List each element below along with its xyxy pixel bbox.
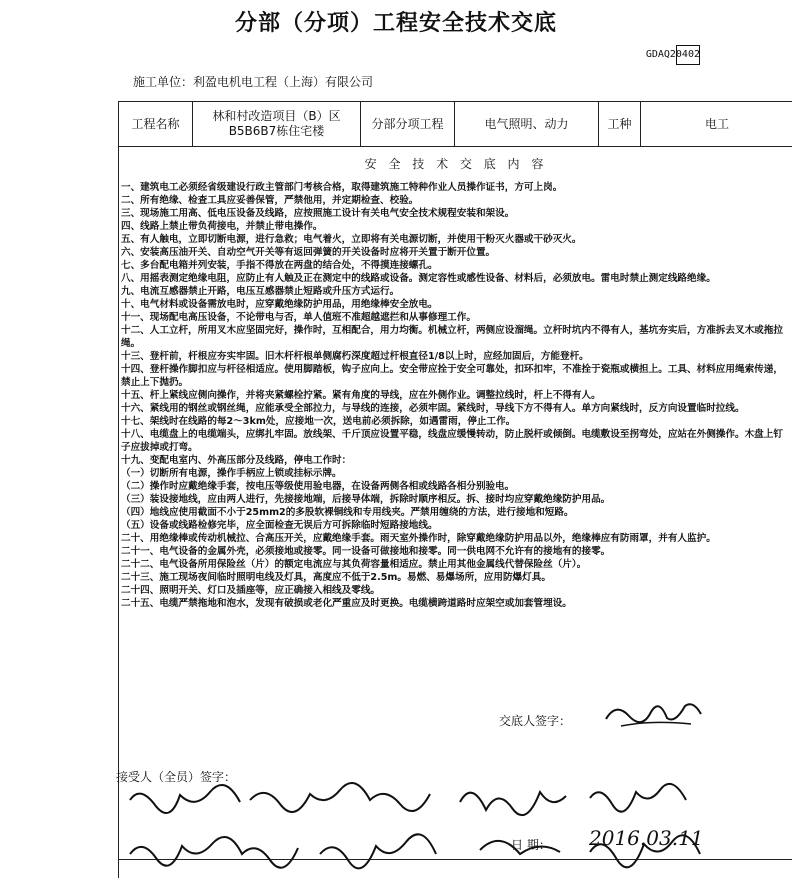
accept-label: 接受人（全员）签字：: [116, 770, 237, 784]
safety-items: [121, 181, 789, 610]
trade-label: 工种: [599, 102, 641, 146]
safety-item: 八、用摇表测定绝缘电阻，应防止有人触及正在测定中的线路或设备。测定容性或感性设备、材料后，必须放电。雷电时禁止测定线路绝缘。: [121, 273, 716, 284]
safety-item: 十四、登杆操作脚扣应与杆径相适应。使用脚踏板，钩子应向上。安全带应拴于安全可靠处，扣环扣牢，不准拴于瓷瓶或横担上。工具、材料应用绳索传递，禁止上下抛扔。: [121, 364, 783, 388]
safety-item: 十、电气材料或设备需放电时，应穿戴绝缘防护用品，用绝缘棒安全放电。: [121, 299, 438, 310]
safety-item: （五）设备或线路检修完毕，应全面检查无误后方可拆除临时短路接地线。: [121, 520, 438, 531]
date-label: 日 期：: [511, 838, 551, 852]
safety-item: 十六、紧线用的钢丝或钢丝绳，应能承受全部拉力，与导线的连接，必须牢固。紧线时，导线下方不得有人。单方向紧线时，反方向设置临时拉线。: [121, 403, 745, 414]
header-row: [119, 102, 792, 147]
safety-item: 四、线路上禁止带负荷接电，并禁止带电操作。: [121, 221, 323, 232]
safety-item: 十九、变配电室内、外高压部分及线路，停电工作时：: [121, 455, 352, 466]
safety-item: 五、有人触电，立即切断电源，进行急救；电气着火，立即将有关电源切断，并使用干粉灭火器或干砂灭火。: [121, 234, 582, 245]
section-title: 安 全 技 术 交 底 内 容: [364, 157, 548, 171]
subproject-label: 分部分项工程: [361, 102, 455, 146]
construction-unit: 施工单位：利盈电机电工程（上海）有限公司: [133, 75, 374, 89]
project-name-label: 工程名称: [119, 102, 193, 146]
safety-item: 九、电流互感器禁止开路，电压互感器禁止短路或升压方式运行。: [121, 286, 400, 297]
safety-item: 十三、登杆前，杆根应夯实牢固。旧木杆杆根单侧腐朽深度超过杆根直径1/8以上时，应经加固后，方能登杆。: [121, 351, 589, 362]
safety-item: 十一、现场配电高压设备，不论带电与否，单人值班不准超越遮拦和从事修理工作。: [121, 312, 476, 323]
safety-item: 二十五、电缆严禁拖地和泡水，发现有破损或老化严重应及时更换。电缆横跨道路时应架空或加套管埋设。: [121, 598, 572, 609]
safety-item: 一、建筑电工必须经省级建设行政主管部门考核合格，取得建筑施工特种作业人员操作证书，方可上岗。: [121, 182, 563, 193]
safety-item: 六、安装高压油开关、自动空气开关等有返回弹簧的开关设备时应将开关置于断开位置。: [121, 247, 496, 258]
code-checkbox: [676, 45, 700, 65]
safety-item: 三、现场施工用高、低电压设备及线路，应按照施工设计有关电气安全技术规程安装和架设。: [121, 208, 515, 219]
safety-item: 二十二、电气设备所用保险丝（片）的额定电流应与其负荷容量相适应。禁止用其他金属线代替保险丝（片）。: [121, 559, 587, 570]
document-code: GDAQ20402: [645, 49, 700, 60]
safety-item: 二十、用绝缘棒或传动机械拉、合高压开关，应戴绝缘手套。雨天室外操作时，除穿戴绝缘防护用品以外，绝缘棒应有防雨罩，并有人监护。: [121, 533, 716, 544]
document-title: 分部（分项）工程安全技术交底: [234, 11, 557, 36]
safety-item: 七、多台配电箱并列安装，手指不得放在两盘的结合处，不得摸连接螺孔。: [121, 260, 438, 271]
date-value: 2016.03.11: [589, 826, 704, 850]
safety-item: 十八、电缆盘上的电缆端头，应绑扎牢固。放线架、千斤顶应设置平稳，线盘应缓慢转动，防止脱杆或倾倒。电缆敷设至拐弯处，应站在外侧操作。木盘上钉子应拔掉或打弯。: [121, 429, 783, 453]
safety-item: 十五、杆上紧线应侧向操作，并将夹紧螺栓拧紧。紧有角度的导线，应在外侧作业。调整拉线时，杆上不得有人。: [121, 390, 601, 401]
safety-item: （二）操作时应戴绝缘手套，按电压等级使用验电器，在设备两侧各相或线路各相分别验电。: [121, 481, 515, 492]
safety-item: 二十四、照明开关、灯口及插座等，应正确接入相线及零线。: [121, 585, 381, 596]
safety-item: （一）切断所有电源，操作手柄应上锁或挂标示牌。: [121, 468, 342, 479]
subproject-value: 电气照明、动力: [455, 102, 599, 146]
safety-item: 二、所有绝缘、检查工具应妥善保管，严禁他用，并定期检查、校验。: [121, 195, 419, 206]
safety-item: 二十一、电气设备的金属外壳，必须接地或接零。同一设备可做接地和接零。同一供电网不允许有的接地有的接零。: [121, 546, 611, 557]
trade-value: 电工: [704, 116, 729, 131]
safety-item: 十二、人工立杆，所用叉木应坚固完好，操作时，互相配合，用力均衡。机械立杆，两侧应设溜绳。立杆时坑内不得有人，基坑夯实后，方准拆去叉木或拖拉绳。: [121, 325, 783, 349]
handover-label: 交底人签字：: [499, 714, 572, 728]
project-name-value: [193, 102, 361, 146]
disclosure-sheet: [118, 101, 792, 878]
project-name-line1: 林和村改造项目（B）区: [212, 109, 341, 123]
safety-item: 二十三、施工现场夜间临时照明电线及灯具，高度应不低于2.5m。易燃、易爆场所，应用防爆灯具。: [121, 572, 551, 583]
safety-item: （四）地线应使用截面不小于25mm2的多股软裸铜线和专用线夹。严禁用缠绕的方法，进行接地和短路。: [121, 507, 574, 518]
safety-item: 十七、架线时在线路的每2～3km处，应接地一次，送电前必须拆除，如遇雷雨，停止工作。: [121, 416, 516, 427]
safety-item: （三）装设接地线，应由两人进行，先接接地端，后接导体端，拆除时顺序相反。拆、接时均应穿戴绝缘防护用品。: [121, 494, 611, 505]
handover-signature: [601, 694, 711, 734]
project-name-line2: B5B6B7栋住宅楼: [228, 124, 325, 138]
accept-signatures: [120, 780, 792, 878]
